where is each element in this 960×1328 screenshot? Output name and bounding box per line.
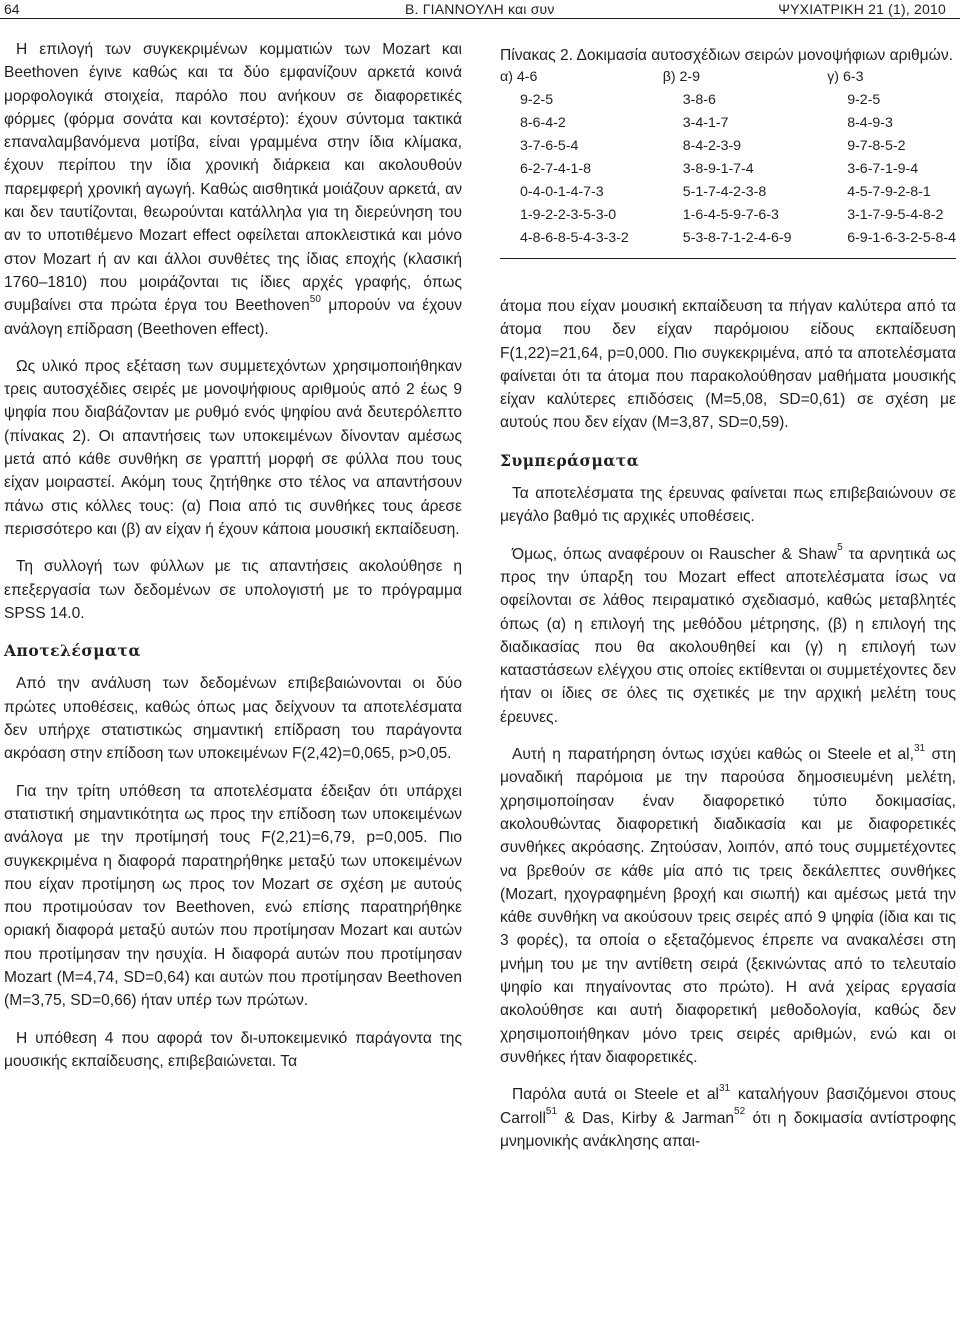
paragraph: άτομα που είχαν μουσική εκπαίδευση τα πήγαν καλύτερα από τα άτομα που δεν είχαν παρόμοιου είδους εκπαίδευση F(1,22)=21,64, p=0,000. Πιο συγκεκριμένα, από τα αποτελέσματα φαίνεται ότι τα άτομα που παρακολούθησαν μαθήματα μουσικής είχαν καλύτερες επιδόσεις (M=5,08, SD=0,61) σε σχέση με αυτούς που δεν είχαν (M=3,87, SD=0,59). bbox=[500, 298, 956, 432]
paragraph bbox=[4, 38, 462, 341]
table-row bbox=[500, 112, 956, 135]
table-header-row bbox=[500, 66, 956, 89]
page-header bbox=[0, 0, 960, 24]
table-cell: 3-8-6 bbox=[682, 92, 716, 108]
paragraph-text: Παρόλα αυτά οι Steele et al bbox=[512, 1086, 719, 1104]
table-cell: 6-2-7-4-1-8 bbox=[520, 161, 591, 177]
table-cell: 5-3-8-7-1-2-4-6-9 bbox=[682, 230, 792, 246]
paragraph-text: Όμως, όπως αναφέρουν οι Rauscher & Shaw bbox=[512, 545, 838, 563]
paragraph bbox=[500, 543, 956, 729]
citation-ref: 52 bbox=[734, 1106, 746, 1118]
paragraph-text: & Das, Kirby & Jarman bbox=[557, 1109, 735, 1127]
running-journal: ΨΥΧΙΑΤΡΙΚΗ 21 (1), 2010 bbox=[778, 1, 946, 17]
paragraph: Τη συλλογή των φύλλων με τις απαντήσεις ακολούθησε η επεξεργασία των δεδομένων σε υπολογιστή με το πρόγραμμα SPSS 14.0. bbox=[4, 558, 462, 622]
table-row bbox=[500, 135, 956, 158]
table-cell: 5-1-7-4-2-3-8 bbox=[682, 184, 767, 200]
citation-ref: 51 bbox=[545, 1106, 558, 1118]
header-rule bbox=[0, 18, 960, 19]
table-cell: 9-7-8-5-2 bbox=[847, 138, 906, 154]
table-row bbox=[500, 158, 956, 181]
table-row bbox=[500, 89, 956, 112]
table-cell: 1-6-4-5-9-7-6-3 bbox=[682, 207, 779, 223]
table-cell: 3-7-6-5-4 bbox=[520, 138, 579, 154]
right-column bbox=[500, 45, 956, 1153]
paragraph-text: Η επιλογή των συγκεκριμένων κομματιών των Mozart και Beethoven έγινε καθώς και τα δύο εμφανίζουν αρκετά κοινά μορφολογικά στοιχεία, παρόλο που ανήκουν σε διαφορετικές φόρμες (φόρμα σονάτα και κοντσέρτο): έχουν σύντομα τακτικά επαναλαμβανόμενα μοτίβα, είναι γραμμένα στην ίδια κλίμακα, έχουν περίπου την ίδια χρονική διάρκεια και ακολουθούν παρεμφερή χρονική αγωγή. Καθώς αισθητικά μοιάζουν αρκετά, αν και δεν ταυτίζονται, θεωρούνται κατάλληλα για τη διερεύνηση του αν το υποτιθέμενο Mozart effect οφείλεται αποκλειστικά και μόνο στον Mozart ή αν και άλλοι συνθέτες της ίδιας εποχής (κλασική 1760–1810) που μοιράζονται τις ίδιες αρχές γραφής, όπως συμβαίνει στα πρώτα έργα του Beethoven bbox=[4, 41, 462, 315]
paragraph bbox=[500, 1083, 956, 1153]
table-header-cell: γ) 6-3 bbox=[827, 69, 864, 85]
paragraph-text: ότι η δοκιμασία αντίστροφης μνημονικής ανάκλησης απαι- bbox=[500, 1109, 956, 1150]
table-row bbox=[500, 227, 956, 250]
table-cell: 6-9-1-6-3-2-5-8-4 bbox=[847, 230, 956, 246]
table-cell: 4-5-7-9-2-8-1 bbox=[847, 184, 931, 200]
paragraph: Η υπόθεση 4 που αφορά τον δι-υποκειμενικό παράγοντα της μουσικής εκπαίδευσης, επιβεβαιώνεται. Τα bbox=[4, 1029, 462, 1070]
left-column bbox=[4, 38, 462, 1073]
table-cell: 3-4-1-7 bbox=[682, 115, 729, 131]
table-row bbox=[500, 181, 956, 204]
table-cell: 9-2-5 bbox=[520, 92, 554, 108]
table-2 bbox=[500, 45, 956, 259]
table-cell: 8-6-4-2 bbox=[520, 115, 566, 131]
table-caption: Πίνακας 2. Δοκιμασία αυτοσχέδιων σειρών μονοψήφιων αριθμών. bbox=[500, 47, 953, 64]
citation-ref: 50 bbox=[309, 294, 321, 306]
table-cell: 3-1-7-9-5-4-8-2 bbox=[847, 207, 944, 223]
table-body bbox=[500, 89, 956, 250]
table-cell: 8-4-9-3 bbox=[847, 115, 893, 131]
paragraph bbox=[500, 743, 956, 1069]
section-heading-conclusions: Συμπεράσματα bbox=[500, 450, 640, 470]
table-cell: 8-4-2-3-9 bbox=[682, 138, 742, 154]
table-cell: 3-6-7-1-9-4 bbox=[847, 161, 919, 177]
paragraph: Τα αποτελέσματα της έρευνας φαίνεται πως επιβεβαιώνουν σε μεγάλο βαθμό τις αρχικές υποθέσεις. bbox=[500, 485, 956, 526]
paragraph-text: Αυτή η παρατήρηση όντως ισχύει καθώς οι Steele et al, bbox=[512, 746, 914, 764]
table-row bbox=[500, 204, 956, 227]
table-cell: 3-8-9-1-7-4 bbox=[682, 161, 754, 177]
citation-ref: 31 bbox=[718, 1083, 731, 1095]
running-author: Β. ΓΙΑΝΝΟΥΛΗ και συν bbox=[405, 1, 555, 17]
table-cell: 0-4-0-1-4-7-3 bbox=[520, 184, 604, 200]
paragraph: Από την ανάλυση των δεδομένων επιβεβαιώνονται οι δύο πρώτες υποθέσεις, καθώς όπως μας δείχνουν τα αποτελέσματα δεν υπήρχε στατιστικώς σημαντική επίδραση του παράγοντα ακρόαση στην επίδοση των υποκειμένων F(2,42)=0,065, p>0,05. bbox=[4, 675, 462, 763]
paragraph-text: καταλήγουν βασιζόμενοι στους Carroll bbox=[500, 1086, 956, 1127]
citation-ref: 31 bbox=[913, 742, 926, 754]
citation-ref: 5 bbox=[837, 542, 843, 554]
table-header-cell: β) 2-9 bbox=[662, 69, 701, 85]
paragraph-text: μπορούν να έχουν ανάλογη επίδραση (Beethoven effect). bbox=[4, 297, 462, 338]
paragraph: Για την τρίτη υπόθεση τα αποτελέσματα έδειξαν ότι υπάρχει στατιστική σημαντικότητα ως προς την επίδοση των υποκειμένων ανάλογα με την προτίμησή τους F(2,21)=6,79, p=0,005. Πιο συγκεκριμένα η διαφορά παρατηρήθηκε μεταξύ των υποκειμένων που είχαν προτίμηση ως προς τον Mozart σε σχέση με αυτούς που προτιμούσαν τον Beethoven, ενώ επίσης παρατηρήθηκε οριακή διαφορά μεταξύ αυτών που προτίμησαν Mozart και αυτών που προτίμησαν την ησυχία. Η διαφορά αυτών που προτίμησαν Mozart (M=4,74, SD=0,64) και αυτών που προτίμησαν Beethoven (M=3,75, SD=0,66) ήταν υπέρ των πρώτων. bbox=[4, 782, 462, 1010]
table-cell: 9-2-5 bbox=[847, 92, 881, 108]
section-heading-results: Αποτελέσματα bbox=[4, 641, 141, 661]
table-cell: 1-9-2-2-3-5-3-0 bbox=[520, 207, 617, 223]
page-number: 64 bbox=[4, 1, 20, 17]
digit-series-table bbox=[500, 66, 956, 250]
paragraph: Ως υλικό προς εξέταση των συμμετεχόντων χρησιμοποιήθηκαν τρεις αυτοσχέδιες σειρές με μονοψήφιους αριθμούς από 2 έως 9 ψηφία που διαβάζονταν με ρυθμό ενός ψηφίου ανά δευτερόλεπτο (πίνακας 2). Οι απαντήσεις των υποκειμένων δίνονταν αμέσως μετά από κάθε συνθήκη σε γραπτή μορφή σε φύλλα που τους είχαν μοιραστεί. Ακόμη τους ζητήθηκε στο τέλος να απαντήσουν πάνω στις κόλλες τους: (α) Ποια από τις συνθήκες τους άρεσε περισσότερο και (β) αν είχαν ή έχουν κάποια μουσική εκπαίδευση. bbox=[4, 357, 462, 538]
table-cell: 4-8-6-8-5-4-3-3-2 bbox=[520, 230, 629, 246]
paragraph-text: τα αρνητικά ως προς την ύπαρξη του Mozart effect αποτελέσματα ίσως να οφείλονται σε λάθος πειραματικό σχεδιασμό, καθώς μεταβλητές όπως (α) η επιλογή της μεθόδου μέτρησης, (β) η επιλογή της διαδικασίας που θα ακολουθηθεί και (γ) η επιλογή των καταστάσεων ελέγχου στις οποίες εκτίθενται οι συμμετέχοντες δεν ήταν οι ίδιες σε όλες τις σχετικές με την αρχική μελέτη τους έρευνες. bbox=[500, 545, 956, 726]
paragraph-text: στη μοναδική παρόμοια με την παρούσα δημοσιευμένη μελέτη, χρησιμοποίησαν έναν διαφορετικό τύπο δοκιμασίας, ακολουθώντας διαφορετική διαδικασία και με διαφορετικές συνθήκες ακρόασης. Ζητούσαν, λοιπόν, από τους συμμετέχοντες να βρεθούν σε κάθε μία από τις τρεις δεκάλεπτες συνθήκες (Mozart, ηχογραφημένη βροχή και σιωπή) και αμέσως μετά την κάθε συνθήκη να ακούσουν τρεις σειρές από 9 ψηφία (ίδια και τις 3 φορές), τα οποία ο εξεταζόμενος έπρεπε να ανακαλέσει στη μνήμη του με την αντίθετη σειρά (ξεκινώντας από το τελευταίο ψηφίο και πηγαίνοντας στο πρώτο). Η ανά χείρας εργασία ακολούθησε και αυτή διαφορετική μεθοδολογία, καθώς δεν χρησιμοποιήθηκαν μόνο τρεις σειρές αριθμών, ενώ και οι συνθήκες ήταν διαφορετικές. bbox=[500, 746, 956, 1066]
table-header-cell: α) 4-6 bbox=[500, 69, 538, 85]
